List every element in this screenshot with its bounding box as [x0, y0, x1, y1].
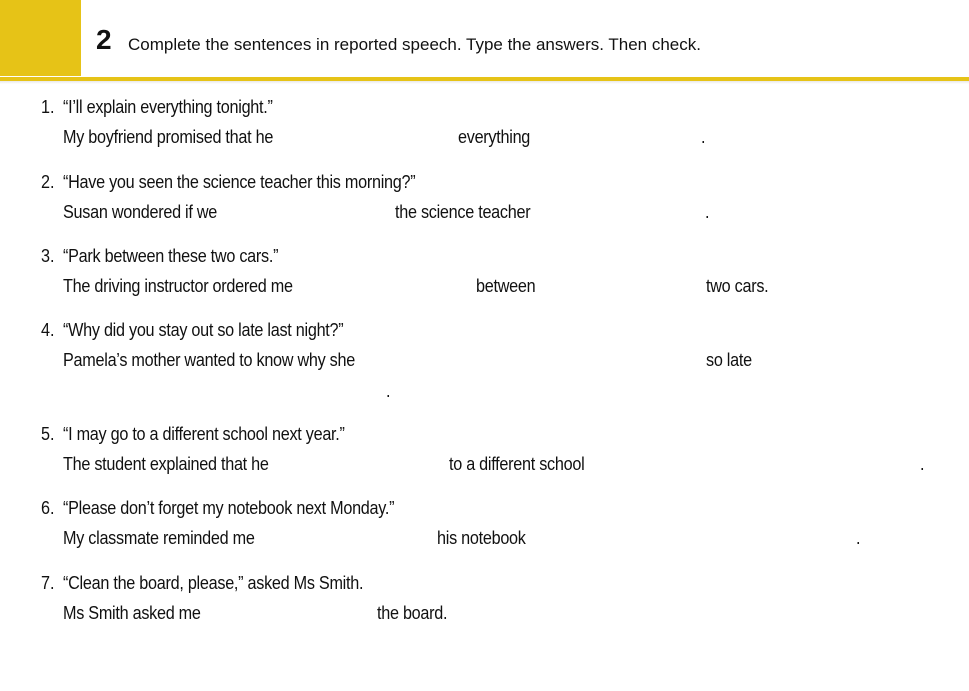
answer-input-6b[interactable]	[538, 526, 861, 550]
answer-input-7a[interactable]	[216, 601, 378, 625]
item-number: 2.	[41, 172, 55, 192]
sentence-end: .	[701, 127, 706, 147]
sentence-text: between	[476, 276, 536, 296]
sentence-text: so late	[706, 350, 752, 370]
sentence-end: .	[920, 454, 925, 474]
sentence-text: Ms Smith asked me	[63, 603, 201, 623]
sentence-text: Susan wondered if we	[63, 202, 217, 222]
item-quote: “Park between these two cars.”	[63, 246, 279, 266]
answer-input-4b[interactable]	[63, 379, 387, 403]
sentence-end: .	[856, 528, 861, 548]
item-number: 1.	[41, 97, 55, 117]
item-quote: “Clean the board, please,” asked Ms Smith.	[63, 573, 364, 593]
item-quote: “Why did you stay out so late last night?”	[63, 320, 344, 340]
item-quote: “I may go to a different school next year.”	[63, 424, 345, 444]
sentence-text: everything	[458, 127, 531, 147]
item-number: 3.	[41, 246, 55, 266]
item-number: 7.	[41, 573, 55, 593]
item-number: 4.	[41, 320, 55, 340]
item-quote: “Please don’t forget my notebook next Monday.”	[63, 498, 395, 518]
sentence-text: Pamela’s mother wanted to know why she	[63, 350, 356, 370]
sentence-text: his notebook	[437, 528, 526, 548]
sentence-end: .	[705, 202, 710, 222]
item-quote: “Have you seen the science teacher this morning?”	[63, 172, 416, 192]
answer-input-4a[interactable]	[386, 348, 706, 372]
sentence-text: to a different school	[449, 454, 585, 474]
answer-input-1b[interactable]	[542, 125, 704, 149]
item-number: 5.	[41, 424, 55, 444]
sentence-text: My boyfriend promised that he	[63, 127, 274, 147]
sentence-text: the board.	[377, 603, 448, 623]
header-accent-block	[0, 0, 81, 76]
item-number: 6.	[41, 498, 55, 518]
sentence-text: My classmate reminded me	[63, 528, 255, 548]
answer-input-2b[interactable]	[548, 200, 710, 224]
answer-input-2a[interactable]	[234, 200, 396, 224]
exercise-number: 2	[96, 24, 112, 55]
sentence-end: .	[386, 381, 391, 401]
answer-input-3b[interactable]	[546, 274, 708, 298]
answer-input-5a[interactable]	[288, 452, 450, 476]
sentence-text: The driving instructor ordered me	[63, 276, 293, 296]
sentence-text: two cars.	[706, 276, 769, 296]
sentence-text: the science teacher	[395, 202, 531, 222]
sentence-text: The student explained that he	[63, 454, 269, 474]
header-divider-shadow	[0, 81, 969, 84]
answer-input-6a[interactable]	[276, 526, 438, 550]
exercise-instruction: Complete the sentences in reported speech. Type the answers. Then check.	[128, 35, 701, 54]
answer-input-3a[interactable]	[316, 274, 478, 298]
answer-input-1a[interactable]	[296, 125, 458, 149]
answer-input-5b[interactable]	[602, 452, 925, 476]
item-quote: “I’ll explain everything tonight.”	[63, 97, 273, 117]
